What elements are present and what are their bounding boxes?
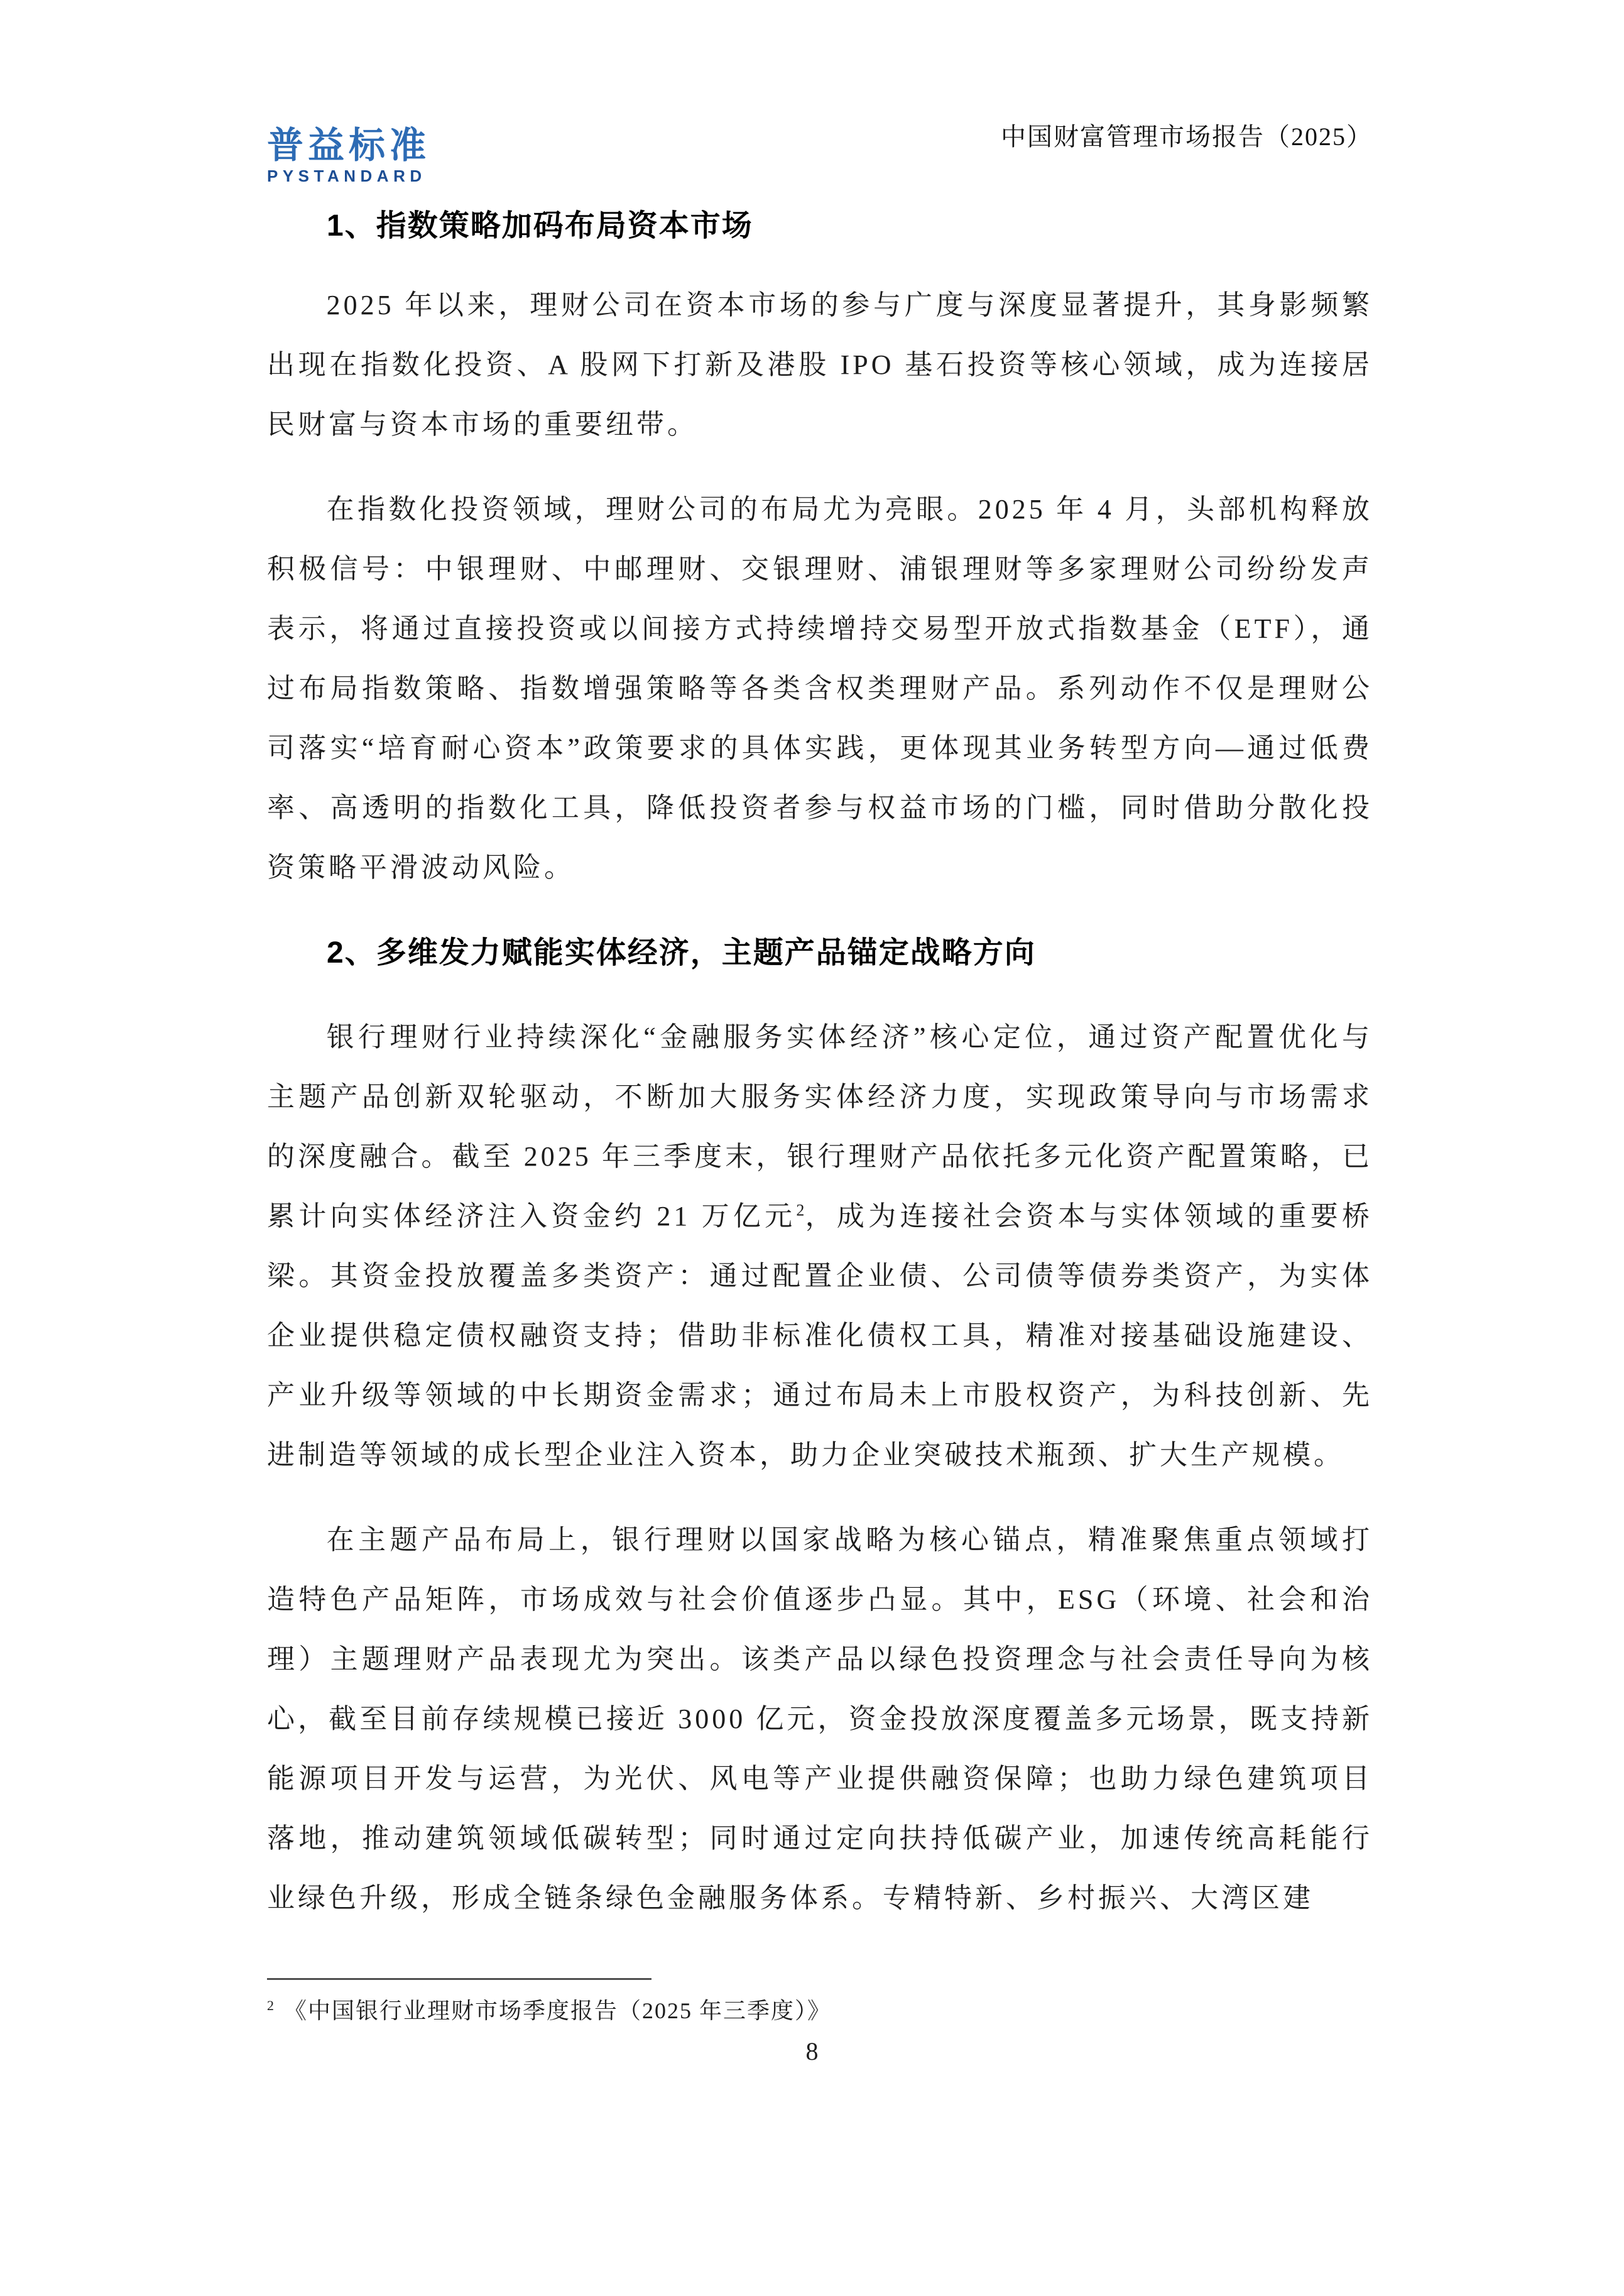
page-number: 8 bbox=[805, 2037, 819, 2065]
paragraph-3 bbox=[267, 1007, 1373, 1485]
section-heading-2: 2、多维发力赋能实体经济，主题产品锚定战略方向 bbox=[327, 936, 1036, 970]
pystandard-logo bbox=[267, 127, 430, 186]
footnote-text: 《中国银行业理财市场季度报告（2025 年三季度）》 bbox=[284, 1998, 832, 2023]
page-header bbox=[267, 121, 1373, 186]
logo-english-text: PYSTANDARD bbox=[267, 167, 427, 185]
logo-chinese-text: 普益标准 bbox=[267, 125, 431, 166]
paragraph-3-text-after-footnote-ref: ，成为连接社会资本与实体领域的重要桥梁。其资金投放覆盖多类资产：通过配置企业债、公司债等债券类资产，为实体企业提供稳定债权融资支持；借助非标准化债权工具，精准对接基础设施建设、产业升级等领域的中长期资金需求；通过布局未上市股权资产，为科技创新、先进制造等领域的成长型企业注入资本，助力企业突破技术瓶颈、扩大生产规模。 bbox=[267, 1201, 1373, 1470]
footnote-separator bbox=[267, 1978, 651, 1980]
footnote bbox=[267, 1993, 1373, 2028]
report-title: 中国财富管理市场报告（2025） bbox=[1001, 123, 1373, 151]
footnote-reference: 2 bbox=[796, 1201, 805, 1220]
paragraph-3-text-before-footnote-ref: 银行理财行业持续深化“金融服务实体经济”核心定位，通过资产配置优化与主题产品创新双轮驱动，不断加大服务实体经济力度，实现政策导向与市场需求的深度融合。截至 2025 年三季度末，银行理财产品依托多元化资产配置策略，已累计向实体经济注入资金约 21 万亿元 bbox=[267, 1022, 1373, 1232]
paragraph-2: 在指数化投资领域，理财公司的布局尤为亮眼。2025 年 4 月，头部机构释放积极信号：中银理财、中邮理财、交银理财、浦银理财等多家理财公司纷纷发声表示，将通过直接投资或以间接方式持续增持交易型开放式指数基金（ETF），通过布局指数策略、指数增强策略等各类含权类理财产品。系列动作不仅是理财公司落实“培育耐心资本”政策要求的具体实践，更体现其业务转型方向—通过低费率、高透明的指数化工具，降低投资者参与权益市场的门槛，同时借助分散化投资策略平滑波动风险。 bbox=[267, 494, 1373, 883]
paragraph-4: 在主题产品布局上，银行理财以国家战略为核心锚点，精准聚焦重点领域打造特色产品矩阵，市场成效与社会价值逐步凸显。其中，ESG（环境、社会和治理）主题理财产品表现尤为突出。该类产品以绿色投资理念与社会责任导向为核心，截至目前存续规模已接近 3000 亿元，资金投放深度覆盖多元场景，既支持新能源项目开发与运营，为光伏、风电等产业提供融资保障；也助力绿色建筑项目落地，推动建筑领域低碳转型；同时通过定向扶持低碳产业，加速传统高耗能行业绿色升级，形成全链条绿色金融服务体系。专精特新、乡村振兴、大湾区建 bbox=[267, 1524, 1373, 1913]
paragraph-1: 2025 年以来，理财公司在资本市场的参与广度与深度显著提升，其身影频繁出现在指数化投资、A 股网下打新及港股 IPO 基石投资等核心领域，成为连接居民财富与资本市场的重要纽带。 bbox=[267, 290, 1373, 440]
section-heading-1: 1、指数策略加码布局资本市场 bbox=[327, 209, 753, 243]
footnote-marker: 2 bbox=[267, 1998, 275, 2013]
